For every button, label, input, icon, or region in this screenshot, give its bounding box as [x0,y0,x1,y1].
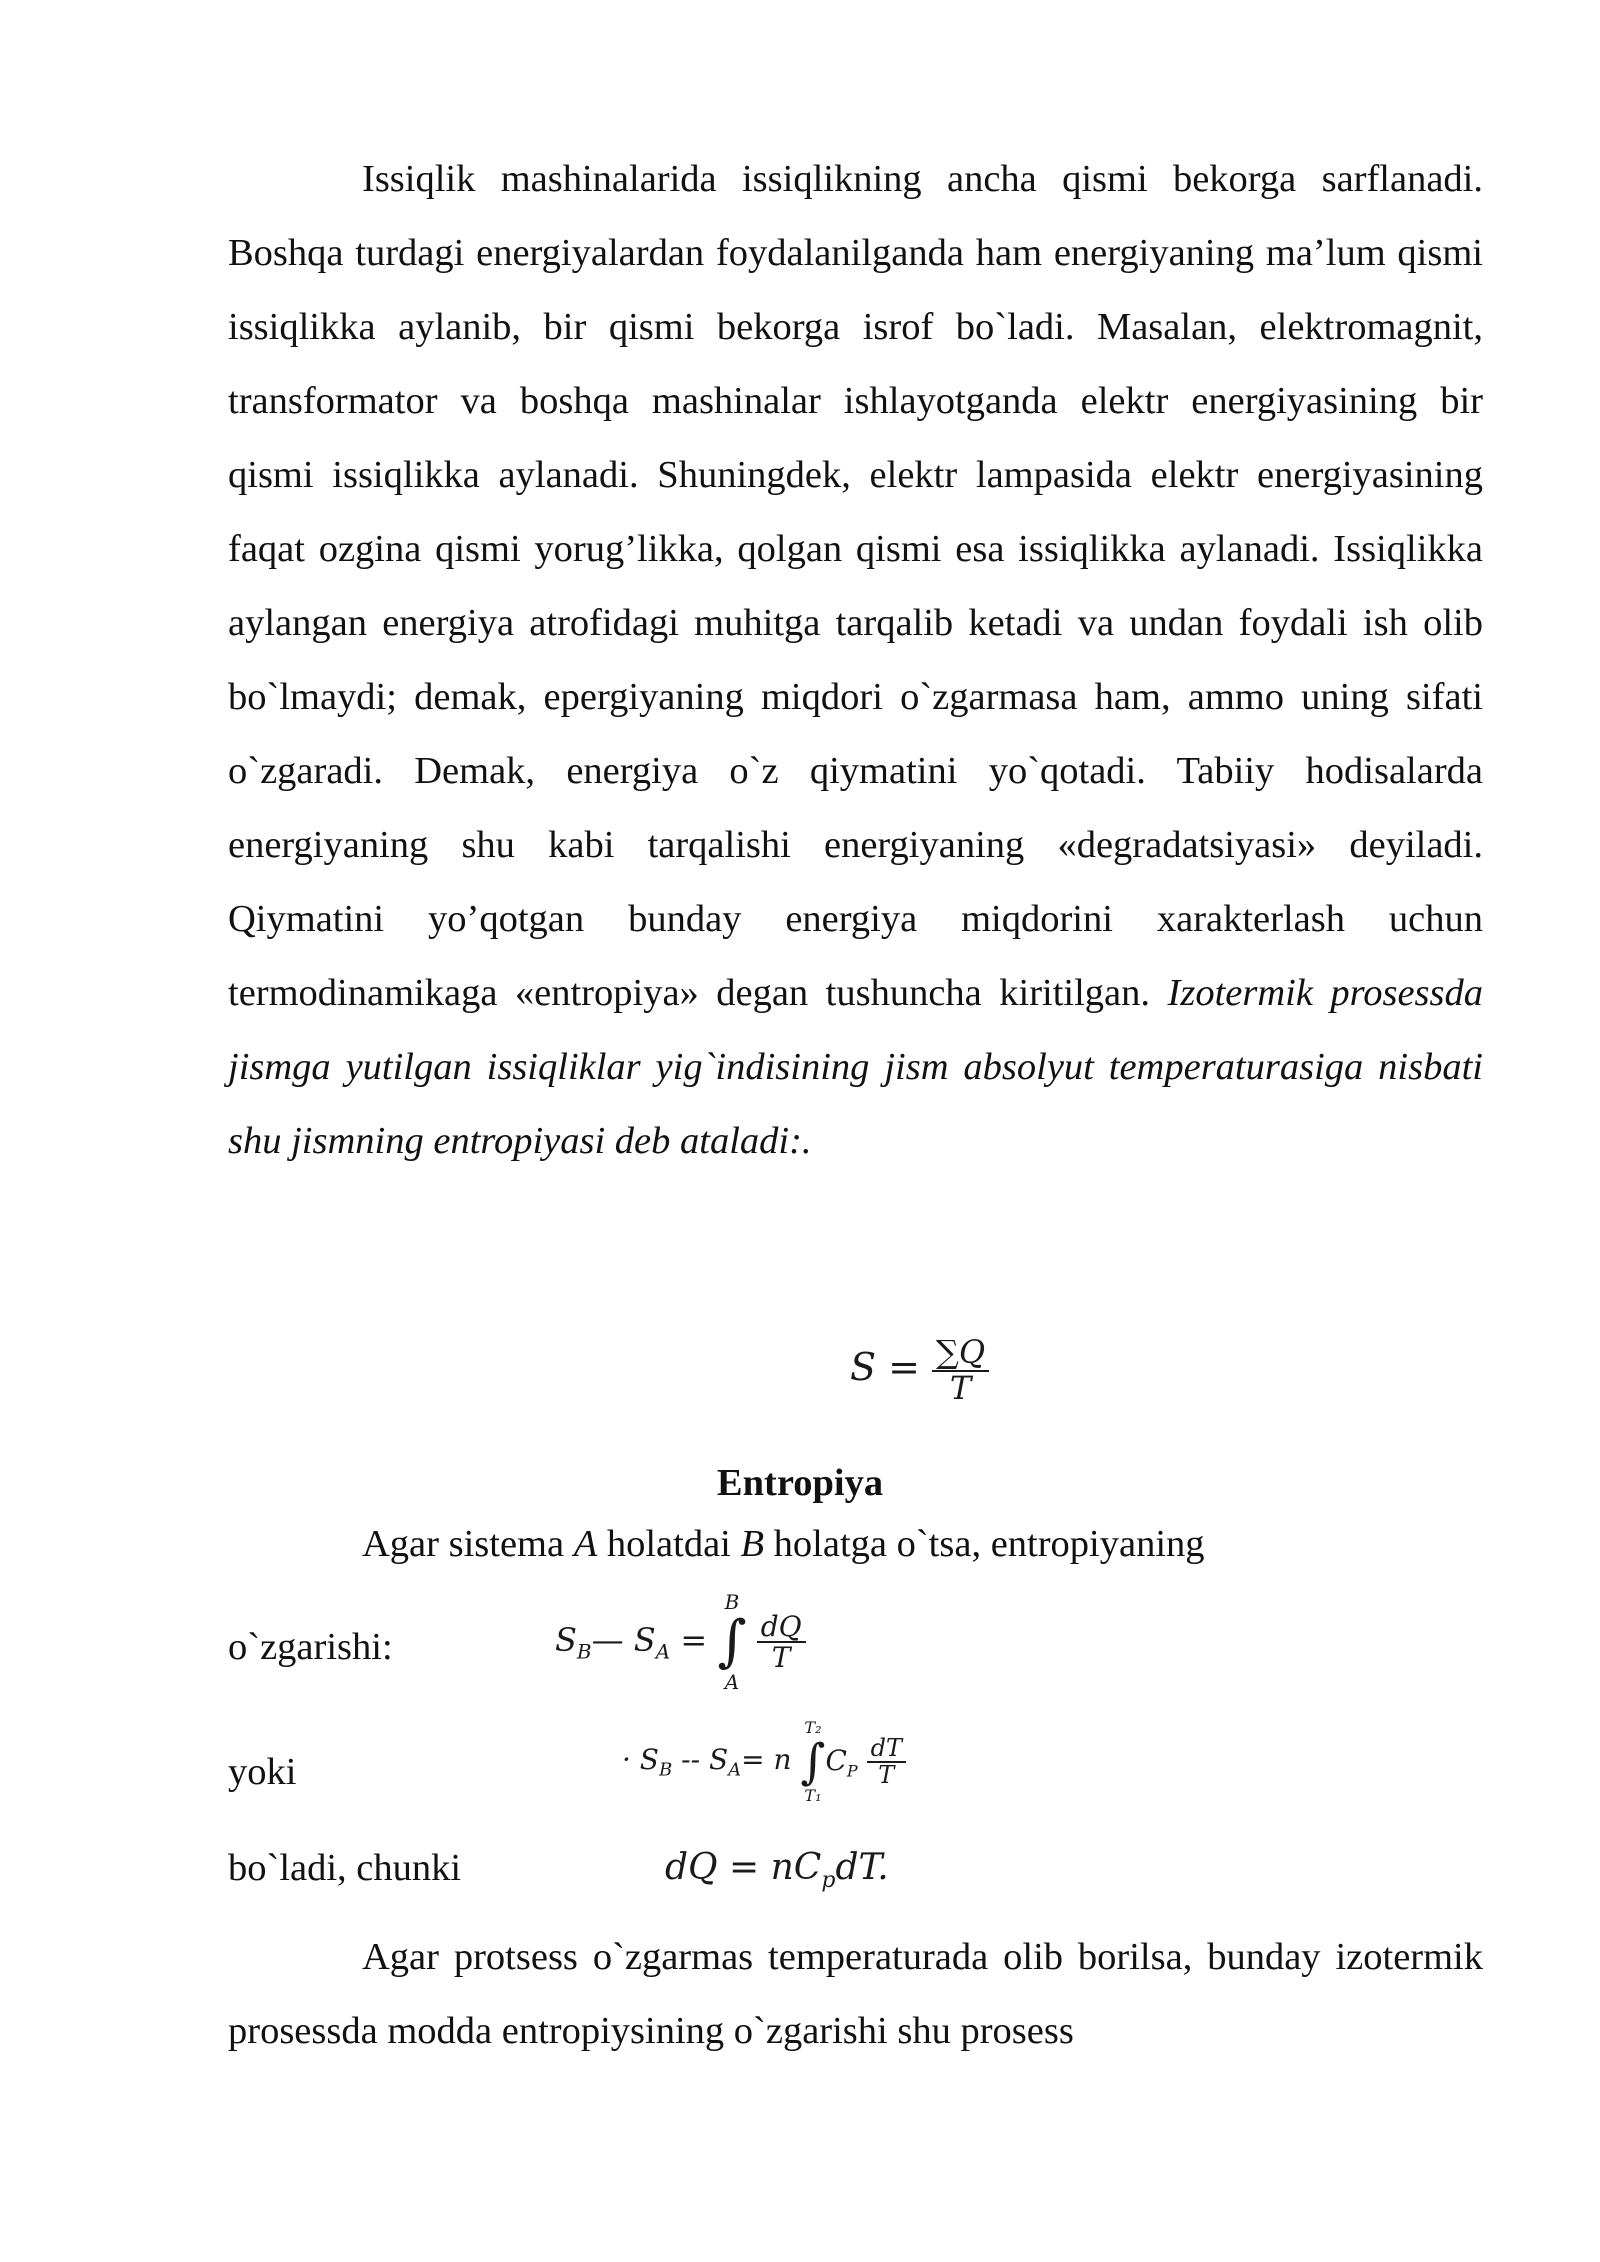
equals: = [680,1620,708,1659]
subscript-p: P [846,1761,858,1781]
minus-s: — S [591,1620,656,1659]
label-ozgarishi: o`zgarishi: [228,1626,393,1668]
paragraph-entropy-intro [228,142,1483,1178]
fraction-denominator: T [878,1761,895,1789]
subscript-a: A [728,1759,742,1781]
integral-icon: ∫ [717,1609,747,1674]
formula-lhs: S = [850,1345,920,1390]
fraction [867,1733,906,1789]
upper-limit: B [724,1590,740,1614]
minus-s: -- S [681,1743,729,1777]
line-state-change [362,1514,1205,1574]
symbol-c: C [825,1743,847,1777]
state-b: B [740,1523,765,1565]
text: holatga o`tsa, entropiyaning [764,1523,1205,1565]
state-a: A [573,1523,598,1565]
paragraph-text: Issiqlik mashinalarida issiqlikning ancha qismi bekorga sarflanadi. Boshqa turdagi energiyalardan foydalanilganda ham energiyaning ma’lum qismi issiqlikka aylanib, bir qismi bekorga isrof bo`ladi. Masalan, elektromagnit, transformator va boshqa mashinalar ishlayotganda elektr energiyasining bir qismi issiqlikka aylanadi. Shuningdek, elektr lampasida elektr energiyasining faqat ozgina qismi yorug’likka, qolgan qismi esa issiqlikka aylanadi. Issiqlikka aylangan energiya atrofidagi muhitga tarqalib ketadi va undan foydali ish olib bo`lmaydi; demak, epergiyaning miqdori o`zgarmasa ham, ammo uning sifati o`zgaradi. Demak, energiya o`z qiymatini yo`qotadi. Tabiiy hodisalarda energiyaning shu kabi tarqalishi energiyaning «degradatsiyasi» deyiladi. Qiymatini yo’qotgan bunday energiya miqdorini xarakterlash uchun termodinamikaga «entropiya» degan tushuncha kiritilgan. [228,158,1483,1014]
symbol-s: · S [622,1743,659,1777]
formula-text-end: dT. [835,1847,889,1888]
subscript-b: B [658,1759,673,1781]
subscript-p: p [821,1868,836,1894]
heat-capacity [825,1743,858,1781]
fraction [932,1333,989,1407]
fraction-numerator: dT [867,1736,906,1763]
fraction-denominator: T [949,1368,972,1407]
label-yoki: yoki [228,1751,297,1793]
text: Agar sistema [362,1523,574,1565]
formula-lhs [622,1743,792,1781]
label-boladi-chunki: bo`ladi, chunki [228,1847,462,1889]
equals-n: = n [741,1743,792,1777]
formula-lhs [555,1620,708,1664]
integral-limits [800,1720,825,1804]
formula-entropy-integral [555,1592,806,1692]
integral-limits [717,1592,746,1692]
integral-icon: ∫ [800,1734,826,1790]
subscript-b: B [576,1639,592,1664]
paragraph-isothermal-process [228,1920,1483,2068]
fraction-numerator: ∑Q [932,1336,989,1372]
formula-text: dQ = nC [665,1847,822,1888]
paragraph-text: Agar protsess o`zgarmas temperaturada olib borilsa, bunday izotermik prosessda modda entropiysining o`zgarishi shu prosess [228,1936,1483,2052]
formula-entropy-definition [850,1333,989,1407]
symbol-s: S [555,1620,577,1659]
fraction-numerator: dQ [757,1612,806,1643]
formula-heat-differential [665,1838,889,1911]
lower-limit: T₁ [804,1786,822,1805]
formula-entropy-heat-capacity [622,1720,906,1804]
fraction [757,1609,806,1674]
lower-limit: A [724,1670,740,1694]
text: holatdai [597,1523,741,1565]
upper-limit: T₂ [804,1718,822,1737]
section-heading: Entropiya [716,1462,884,1504]
subscript-a: A [655,1639,671,1664]
definition-italic: Izotermik prosessda jismga yutilgan issiqliklar yig`indisining jism absolyut temperaturasiga nisbati shu jismning entropiyasi deb ataladi:. [228,972,1483,1162]
fraction-denominator: T [771,1641,791,1674]
